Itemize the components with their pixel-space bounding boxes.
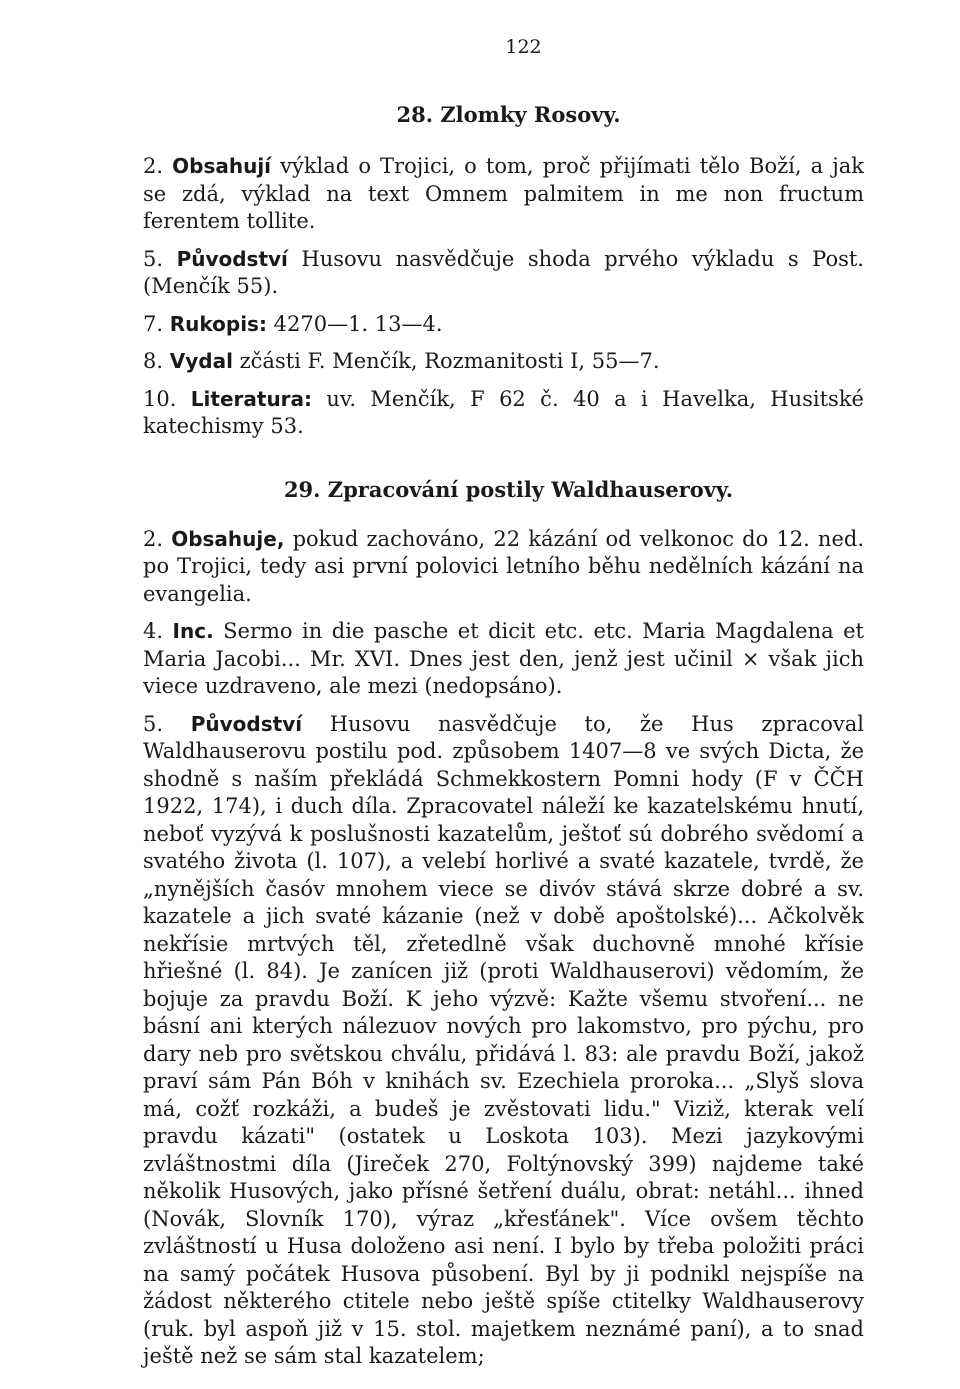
paragraph-number: 2. — [143, 526, 164, 551]
paragraph-number: 7. — [143, 311, 164, 336]
page-number: 122 — [505, 36, 542, 58]
paragraph-label: Literatura: — [190, 386, 313, 411]
paragraph-number: 8. — [143, 349, 164, 373]
paragraph-label: Obsahuje, — [171, 526, 285, 551]
paragraph — [143, 526, 864, 609]
paragraph-text: zčásti F. Menčík, Rozmanitosti I, 55—7. — [232, 349, 660, 373]
paragraph — [143, 711, 864, 1371]
paragraph — [143, 348, 864, 376]
paragraph-text: Sermo in die pasche et dicit etc. etc. Maria Magdalena et Maria Jacobi... Mr. XVI. Dnes jest den, jenž jest učinil × však jich viece uzdraveno, ale mezi (nedopsáno). — [143, 619, 864, 698]
paragraph-number: 10. — [143, 386, 177, 411]
paragraph-label: Rukopis: — [169, 311, 267, 336]
paragraph-label: Původství — [190, 711, 303, 736]
paragraph-number: 4. — [143, 619, 164, 643]
section-heading-28: 28. Zlomky Rosovy. — [396, 102, 621, 127]
paragraph-text: uv. Menčík, F 62 č. 40 a i Havelka, Husitské katechismy 53. — [143, 386, 864, 438]
paragraph — [143, 618, 864, 701]
paragraph-label: Vydal — [169, 349, 233, 373]
paragraph-text: 4270—1. 13—4. — [266, 311, 443, 336]
paragraph — [143, 386, 864, 441]
paragraph-number: 2. — [143, 154, 164, 178]
paragraph — [143, 311, 864, 339]
paragraph — [143, 246, 864, 301]
paragraph-number: 5. — [143, 246, 164, 271]
paragraph-label: Obsahují — [172, 154, 272, 178]
paragraph-number: 5. — [143, 711, 164, 736]
paragraph-label: Původství — [176, 246, 288, 271]
section-heading-29: 29. Zpracování postily Waldhauserovy. — [283, 476, 734, 502]
paragraph-text: Husovu nasvědčuje shoda prvého výkladu s Post. (Menčík 55). — [143, 246, 864, 298]
paragraph-text: Husovu nasvědčuje to, že Hus zpracoval Waldhauserovu postilu pod. způsobem 1407—8 ve svých Dicta, že shodně s naším překládá Schmekkostern Pomni hody (F v ČČH 1922, 174), i duch díla. Zpracovatel náleží ke kazatelskému hnutí, neboť vyzývá k poslušnosti kazatelům, ještoť sú dobrého svědomí a svatého života (l. 107), a velebí horlivé a svaté kazatele, tvrdě, že „nynějších časóv mnohem viece se divóv stává skrze dobré a sv. kazatele a jich svaté kázanie (než v době apoštolské)... Ačkolvěk nekřísie mrtvých těl, zřetedlně však duchovně mnohé křísie hřiešné (l. 84). Je zanícen již (proti Waldhauserovi) vědomím, že bojuje za pravdu Boží. K jeho výzvě: Kažte všemu stvoření... ne básní ani kterých nálezuov nových pro lakomstvo, pro pýchu, pro dary neb pro světskou chválu, přidává l. 83: ale pravdu Boží, jakož praví sám Pán Bóh v knihách sv. Ezechiela proroka... „Slyš slova má, cožť rozkáži, a budeš je zvěstovati lidu." Viziž, kterak velí pravdu kázati" (ostatek u Loskota 103). Mezi jazykovými zvláštnostmi díla (Jireček 270, Foltýnovský 399) najdeme také několik Husových, jako přísné šetření duálu, obrat: netáhl... ihned (Novák, Slovník 170), výraz „křesťánek". Více ovšem těchto zvláštností u Husa doloženo asi není. I bylo by třeba položiti práci na samý počátek Husova působení. Byl by ji podnikl nejspíše na žádost některého ctitele nebo ještě spíše ctitelky Waldhauserovy (ruk. byl aspoň již v 15. stol. majetkem neznámé paní), a to snad ještě než se sám stal kazatelem; — [143, 711, 864, 1368]
paragraph — [143, 153, 864, 236]
paragraph-text: pokud zachováno, 22 kázání od velkonoc do 12. ned. po Trojici, tedy asi první polovici letního běhu nedělních kázání na evangelia. — [143, 526, 864, 606]
paragraph-text: výklad o Trojici, o tom, proč přijímati tělo Boží, a jak se zdá, výklad na text Omnem palmitem in me non fructum ferentem tollite. — [143, 154, 864, 233]
paragraph-label: Inc. — [172, 619, 214, 643]
